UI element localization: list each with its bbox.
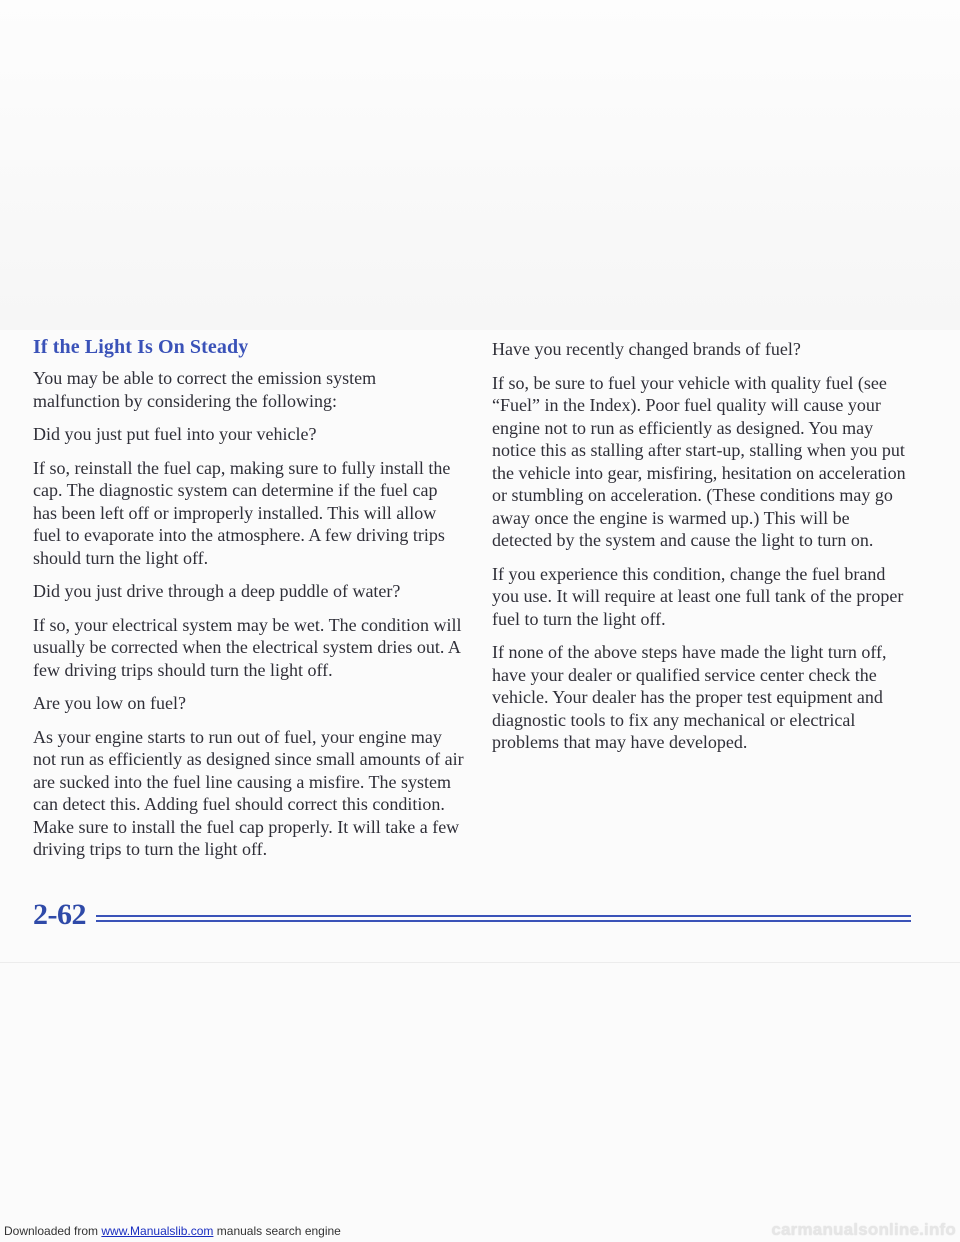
paragraph: Are you low on fuel? xyxy=(33,693,186,713)
paragraph: Have you recently changed brands of fuel? xyxy=(492,339,801,359)
paragraph: If so, your electrical system may be wet. The condition will usually be corrected when the electrical system dries out. A few driving trips should turn the light off. xyxy=(33,614,462,680)
left-column xyxy=(33,336,465,872)
download-prefix: Downloaded from xyxy=(4,1224,102,1238)
paragraph: Did you just put fuel into your vehicle? xyxy=(33,424,317,444)
paragraph: You may be able to correct the emission system malfunction by considering the following: xyxy=(33,368,377,411)
page-number: 2-62 xyxy=(33,898,86,931)
site-watermark: carmanualsonline.info xyxy=(771,1220,956,1239)
divider xyxy=(0,962,960,963)
right-column xyxy=(492,336,912,765)
footer-double-rule xyxy=(96,915,911,922)
paragraph: As your engine starts to run out of fuel, your engine may not run as efficiently as designed since small amounts of air are sucked into the fuel line causing a misfire. The system can detect this. Adding fuel should correct this condition. Make sure to install the fuel cap properly. It will take a few driving trips to turn the light off. xyxy=(33,726,464,859)
paragraph: If none of the above steps have made the light turn off, have your dealer or qualified service center check the vehicle. Your dealer has the proper test equipment and diagnostic tools to fix any mechanical or electrical problems that may have developed. xyxy=(492,642,887,752)
manualslib-link[interactable]: www.Manualslib.com xyxy=(101,1224,214,1238)
paragraph: If so, be sure to fuel your vehicle with quality fuel (see “Fuel” in the Index). Poor fuel quality will cause your engine not to run as efficiently as designed. You may notice this as stalling after start-up, stalling when you put the vehicle into gear, misfiring, hesitation on acceleration or stumbling on acceleration. (These conditions may go away once the engine is warmed up.) This will be detected by the system and cause the light to turn on. xyxy=(492,372,906,550)
paragraph: If you experience this condition, change the fuel brand you use. It will require at least one full tank of the proper fuel to turn the light off. xyxy=(492,563,904,629)
paragraph: Did you just drive through a deep puddle of water? xyxy=(33,581,401,601)
section-heading: If the Light Is On Steady xyxy=(33,336,249,358)
download-suffix: manuals search engine xyxy=(213,1224,341,1238)
watermark-bar xyxy=(0,1070,960,1242)
download-notice xyxy=(4,1224,341,1238)
paragraph: If so, reinstall the fuel cap, making sure to fully install the cap. The diagnostic system can determine if the fuel cap has been left off or improperly installed. This will allow fuel to evaporate into the atmosphere. A few driving trips should turn the light off. xyxy=(33,457,451,568)
